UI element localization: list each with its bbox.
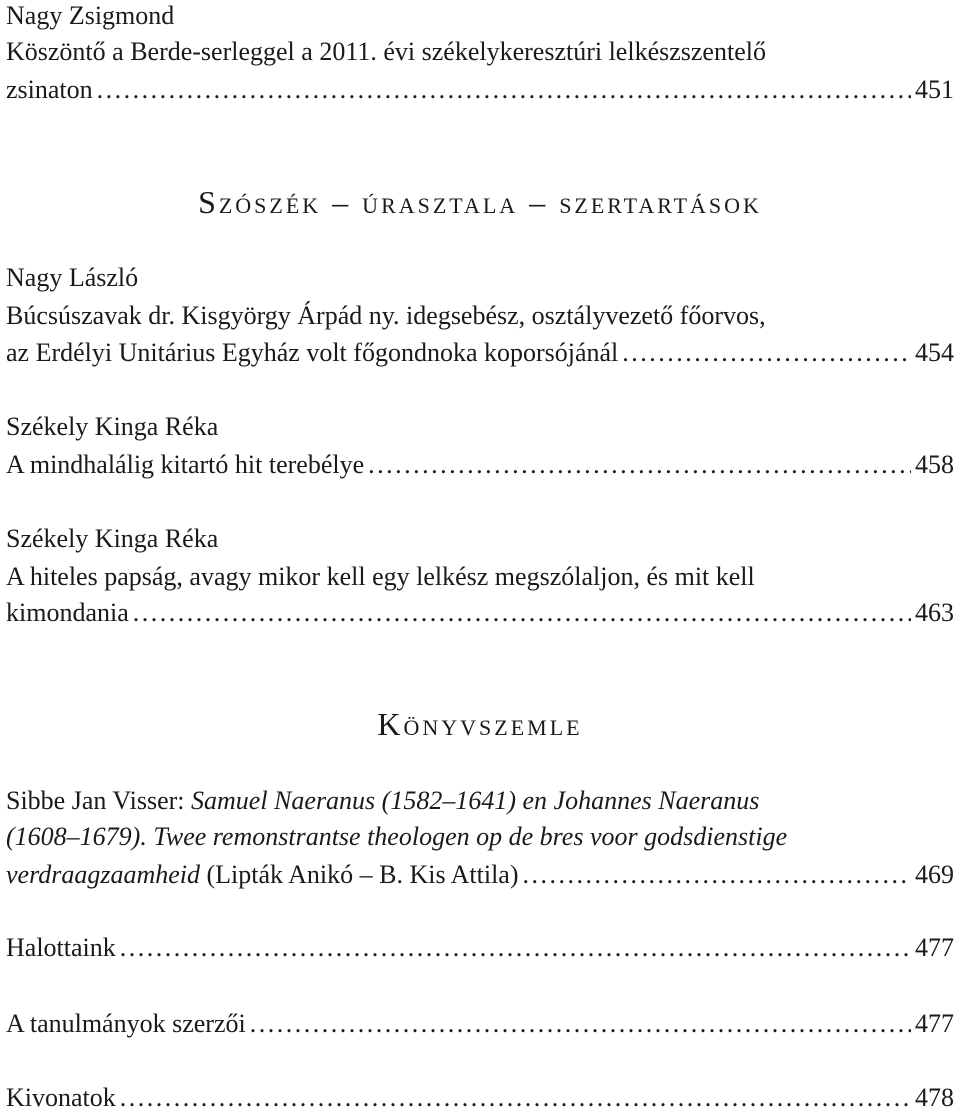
page-number: 478 bbox=[915, 1083, 954, 1112]
review-title: verdraagzaamheid bbox=[6, 860, 201, 889]
entry-title bbox=[6, 821, 954, 853]
entry-title-end: Halottaink bbox=[6, 933, 116, 962]
reviewer: (Lipták Anikó – B. Kis Attila) bbox=[200, 860, 519, 889]
entry-author: Nagy Zsigmond bbox=[6, 1, 175, 30]
entry-author: Székely Kinga Réka bbox=[6, 412, 219, 441]
review-title: (1608–1679). Twee remonstrantse theologen op de bres voor godsdienstige bbox=[6, 822, 788, 851]
toc-entry[interactable] bbox=[6, 449, 954, 481]
section-heading: Könyvszemle bbox=[377, 706, 583, 742]
page-number: 463 bbox=[915, 598, 954, 627]
dot-leader bbox=[120, 932, 911, 964]
dot-leader bbox=[97, 74, 911, 106]
dot-leader bbox=[622, 337, 911, 369]
page-number: 458 bbox=[915, 450, 954, 479]
dot-leader bbox=[133, 597, 911, 629]
page-number: 477 bbox=[915, 1009, 954, 1038]
toc-entry[interactable] bbox=[6, 337, 954, 369]
entry-title-end: kimondania bbox=[6, 598, 129, 627]
entry-author: Nagy László bbox=[6, 263, 139, 292]
entry-title-end bbox=[6, 859, 519, 891]
entry-title-end: az Erdélyi Unitárius Egyház volt főgondnoka koporsójánál bbox=[6, 338, 619, 367]
entry-title-end: zsinaton bbox=[6, 75, 93, 104]
toc-entry[interactable] bbox=[6, 1082, 954, 1114]
toc-entry[interactable] bbox=[6, 859, 954, 891]
entry-title bbox=[6, 785, 954, 817]
page-number: 451 bbox=[915, 75, 954, 104]
entry-title-end: A tanulmányok szerzői bbox=[6, 1009, 246, 1038]
entry-title: Búcsúszavak dr. Kisgyörgy Árpád ny. idegsebész, osztályvezető főorvos, bbox=[6, 301, 766, 330]
entry-title-end: A mindhalálig kitartó hit terebélye bbox=[6, 450, 365, 479]
page-number: 454 bbox=[915, 338, 954, 367]
entry-author: Székely Kinga Réka bbox=[6, 524, 219, 553]
entry-title: A hiteles papság, avagy mikor kell egy lelkész megszólaljon, és mit kell bbox=[6, 562, 755, 591]
toc-entry[interactable] bbox=[6, 597, 954, 629]
entry-title-end: Kivonatok bbox=[6, 1083, 116, 1112]
page-number: 477 bbox=[915, 933, 954, 962]
review-author: Sibbe Jan Visser: bbox=[6, 786, 192, 815]
dot-leader bbox=[368, 449, 911, 481]
dot-leader bbox=[250, 1008, 911, 1040]
section-heading: Szószék – úrasztala – szertartások bbox=[198, 184, 762, 220]
page-number: 469 bbox=[915, 860, 954, 889]
toc-entry[interactable] bbox=[6, 1008, 954, 1040]
toc-entry[interactable] bbox=[6, 932, 954, 964]
entry-title: Köszöntő a Berde-serleggel a 2011. évi székelykeresztúri lelkészszentelő bbox=[6, 37, 766, 66]
toc-entry[interactable] bbox=[6, 74, 954, 106]
dot-leader bbox=[523, 859, 911, 891]
dot-leader bbox=[120, 1082, 911, 1114]
review-title: Samuel Naeranus (1582–1641) en Johannes Naeranus bbox=[191, 786, 760, 815]
